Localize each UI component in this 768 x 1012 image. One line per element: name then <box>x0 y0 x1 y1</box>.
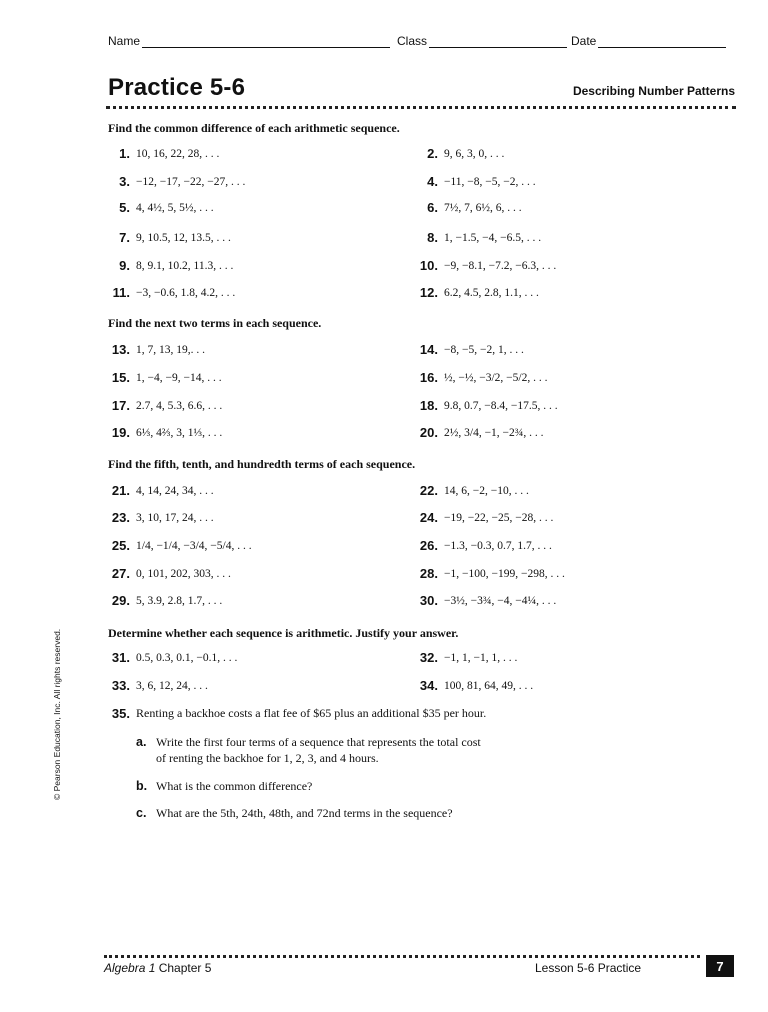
problem-19: 19. 6⅓, 4⅔, 3, 1⅓, . . . <box>111 425 223 440</box>
problem-27: 27. 0, 101, 202, 303, . . . <box>111 566 231 581</box>
problem-8: 8. 1, −1.5, −4, −6.5, . . . <box>427 230 542 245</box>
problem-35-part-b <box>136 779 312 794</box>
page-number: 7 <box>706 955 734 977</box>
problem-6: 6. 7½, 7, 6½, 6, . . . <box>427 200 522 215</box>
problem-17: 17. 2.7, 4, 5.3, 6.6, . . . <box>111 398 223 413</box>
page-title: Practice 5-6 <box>108 74 246 101</box>
copyright-notice: © Pearson Education, Inc. All rights reserved. <box>52 628 62 800</box>
problem-25: 25. 1/4, −1/4, −3/4, −5/4, . . . <box>111 538 252 553</box>
date-input-line[interactable] <box>598 35 726 48</box>
problem-35-part-c <box>136 806 453 821</box>
problem-3: 3. −12, −17, −22, −27, . . . <box>119 174 246 189</box>
problem-20: 20. 2½, 3/4, −1, −2¾, . . . <box>419 425 544 440</box>
problem-1: 1. 10, 16, 22, 28, . . . <box>119 146 220 161</box>
date-field-row <box>571 34 726 48</box>
problem-14: 14. −8, −5, −2, 1, . . . <box>419 342 524 357</box>
problem-23: 23. 3, 10, 17, 24, . . . <box>111 510 214 525</box>
problem-35: 35. Renting a backhoe costs a flat fee of $65 plus an additional $35 per hour. <box>111 706 487 721</box>
problem-35-part-a-cont: of renting the backhoe for 1, 2, 3, and 4 hours. <box>156 751 379 765</box>
part-b-label: b. <box>136 779 148 793</box>
problem-13: 13. 1, 7, 13, 19,. . . <box>111 342 205 357</box>
class-input-line[interactable] <box>429 35 567 48</box>
problem-22: 22. 14, 6, −2, −10, . . . <box>419 483 529 498</box>
problem-10: 10. −9, −8.1, −7.2, −6.3, . . . <box>419 258 557 273</box>
problem-24: 24. −19, −22, −25, −28, . . . <box>419 510 554 525</box>
problem-34: 34. 100, 81, 64, 49, . . . <box>419 678 534 693</box>
problem-28: 28. −1, −100, −199, −298, . . . <box>419 566 565 581</box>
name-input-line[interactable] <box>142 35 390 48</box>
header-divider <box>106 106 736 109</box>
problem-31: 31. 0.5, 0.3, 0.1, −0.1, . . . <box>111 650 238 665</box>
section-instruction: Find the common difference of each arithmetic sequence. <box>108 121 400 135</box>
section-instruction: Determine whether each sequence is arithmetic. Justify your answer. <box>108 626 459 640</box>
problem-30: 30. −3½, −3¾, −4, −4¼, . . . <box>419 593 557 608</box>
part-a-label: a. <box>136 735 147 749</box>
problem-11: 11. −3, −0.6, 1.8, 4.2, . . . <box>112 285 236 300</box>
page-subtitle: Describing Number Patterns <box>572 84 735 98</box>
problem-5: 5. 4, 4½, 5, 5½, . . . <box>119 200 214 215</box>
problem-15: 15. 1, −4, −9, −14, . . . <box>111 370 222 385</box>
section-instruction: Find the next two terms in each sequence. <box>108 316 322 330</box>
problem-9: 9. 8, 9.1, 10.2, 11.3, . . . <box>119 258 234 273</box>
date-label: Date <box>571 34 597 48</box>
problem-32: 32. −1, 1, −1, 1, . . . <box>419 650 518 665</box>
part-b-text: What is the common difference? <box>156 779 313 793</box>
name-field-row <box>108 34 390 48</box>
part-c-label: c. <box>136 806 147 820</box>
part-a-line1: Write the first four terms of a sequence that represents the total cost <box>156 735 481 749</box>
class-label: Class <box>397 34 428 48</box>
class-field-row <box>397 34 567 48</box>
footer-book-title: Algebra 1 <box>104 961 156 975</box>
problem-18: 18. 9.8, 0.7, −8.4, −17.5, . . . <box>419 398 558 413</box>
problem-2: 2. 9, 6, 3, 0, . . . <box>427 146 505 161</box>
footer-book <box>104 961 211 975</box>
problem-21: 21. 4, 14, 24, 34, . . . <box>111 483 214 498</box>
section-instruction: Find the fifth, tenth, and hundredth terms of each sequence. <box>108 457 416 471</box>
problem-33: 33. 3, 6, 12, 24, . . . <box>111 678 208 693</box>
problem-16: 16. ½, −½, −3/2, −5/2, . . . <box>419 370 548 385</box>
part-c-text: What are the 5th, 24th, 48th, and 72nd terms in the sequence? <box>156 806 453 820</box>
footer-divider <box>104 955 700 958</box>
problem-7: 7. 9, 10.5, 12, 13.5, . . . <box>119 230 231 245</box>
problem-29: 29. 5, 3.9, 2.8, 1.7, . . . <box>111 593 223 608</box>
problem-12: 12. 6.2, 4.5, 2.8, 1.1, . . . <box>419 285 539 300</box>
footer-chapter: Chapter 5 <box>158 961 212 975</box>
problem-35-part-a <box>136 735 481 750</box>
footer-lesson: Lesson 5-6 Practice <box>535 961 642 975</box>
problem-4: 4. −11, −8, −5, −2, . . . <box>427 174 536 189</box>
problem-26: 26. −1.3, −0.3, 0.7, 1.7, . . . <box>419 538 552 553</box>
name-label: Name <box>108 34 141 48</box>
